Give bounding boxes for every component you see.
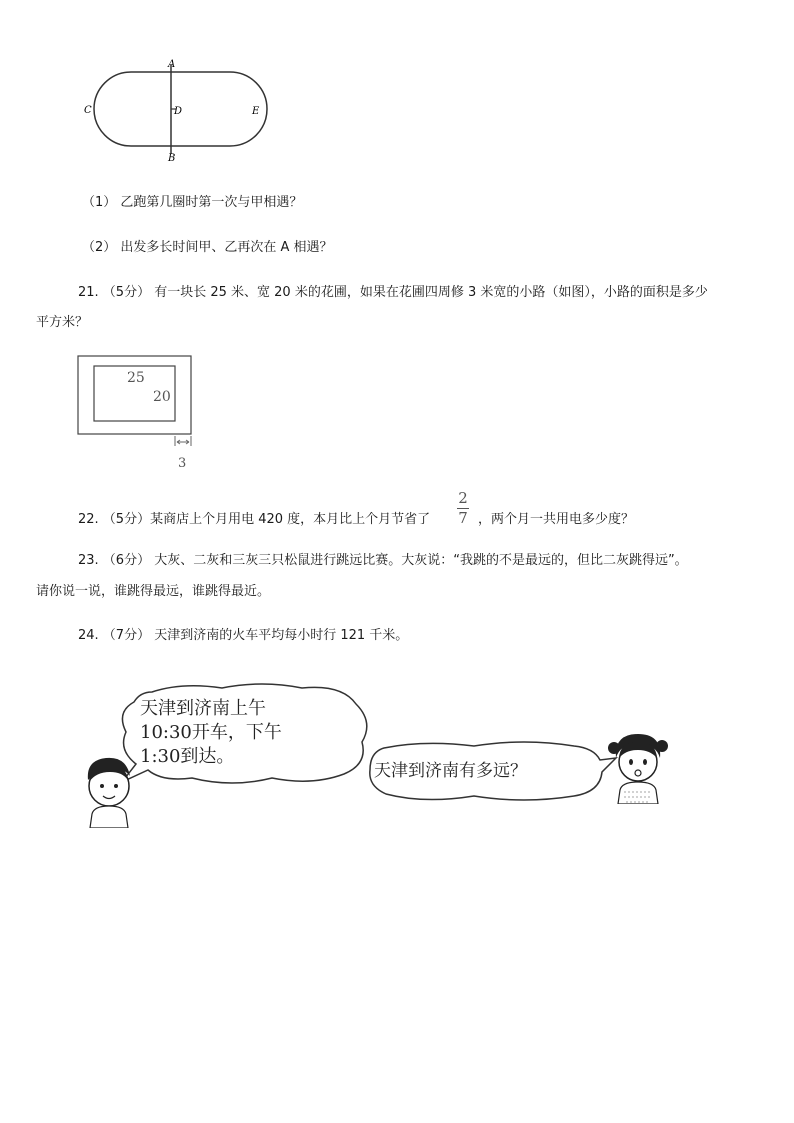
girl-illustration xyxy=(606,728,670,804)
running-track-figure xyxy=(78,55,268,167)
boy-illustration xyxy=(80,752,140,828)
bubble-left-line2: 10:30开车，下午 xyxy=(140,722,282,743)
fraction-denominator: 7 xyxy=(458,509,468,527)
boy-body xyxy=(90,806,128,828)
bubble-left-text xyxy=(140,697,282,769)
boy-eye-right xyxy=(114,784,118,788)
label-e: E xyxy=(252,106,260,117)
bubble-left-line1: 天津到济南上午 xyxy=(140,698,266,719)
label-d: D xyxy=(174,106,183,117)
q22-fraction xyxy=(456,490,470,527)
q21-line2: 平方米？ xyxy=(36,315,89,330)
q23-line1: 23. （6分） 大灰、二灰和三灰三只松鼠进行跳远比赛。大灰说：“我跳的不是最远的，但比二灰跳得远”。 xyxy=(78,553,688,568)
label-c: C xyxy=(84,105,92,116)
boy-eye-left xyxy=(100,784,104,788)
q22-text-after: ，两个月一共用电多少度？ xyxy=(478,512,635,527)
width-label: 20 xyxy=(153,389,171,405)
label-a: A xyxy=(168,59,176,70)
bubble-left-line3: 1:30到达。 xyxy=(140,746,235,767)
q20-sub2: （2） 出发多长时间甲、乙再次在 A 相遇？ xyxy=(82,240,333,255)
outer-rect xyxy=(78,356,191,434)
label-b: B xyxy=(168,153,176,164)
q20-sub1: （1） 乙跑第几圈时第一次与甲相遇？ xyxy=(82,195,303,210)
fraction-numerator: 2 xyxy=(458,489,468,507)
path-width-label: 3 xyxy=(178,456,187,471)
q22-text-before: 22. （5分）某商店上个月用电 420 度，本月比上个月节省了 xyxy=(78,512,431,527)
girl-pigtail-left xyxy=(608,742,620,754)
q23-line2: 请你说一说，谁跳得最远，谁跳得最近。 xyxy=(36,584,271,599)
q24-line1: 24. （7分） 天津到济南的火车平均每小时行 121 千米。 xyxy=(78,628,409,643)
girl-eye-left xyxy=(629,759,633,765)
garden-path-figure xyxy=(74,352,198,474)
girl-body xyxy=(618,782,658,804)
q21-line1: 21. （5分） 有一块长 25 米、宽 20 米的花圃，如果在花圃四周修 3 米宽的小路（如图），小路的面积是多少 xyxy=(78,285,708,300)
girl-eye-right xyxy=(643,759,647,765)
length-label: 25 xyxy=(127,370,145,386)
bubble-right-text: 天津到济南有多远？ xyxy=(374,761,527,781)
girl-pigtail-right xyxy=(656,740,668,752)
